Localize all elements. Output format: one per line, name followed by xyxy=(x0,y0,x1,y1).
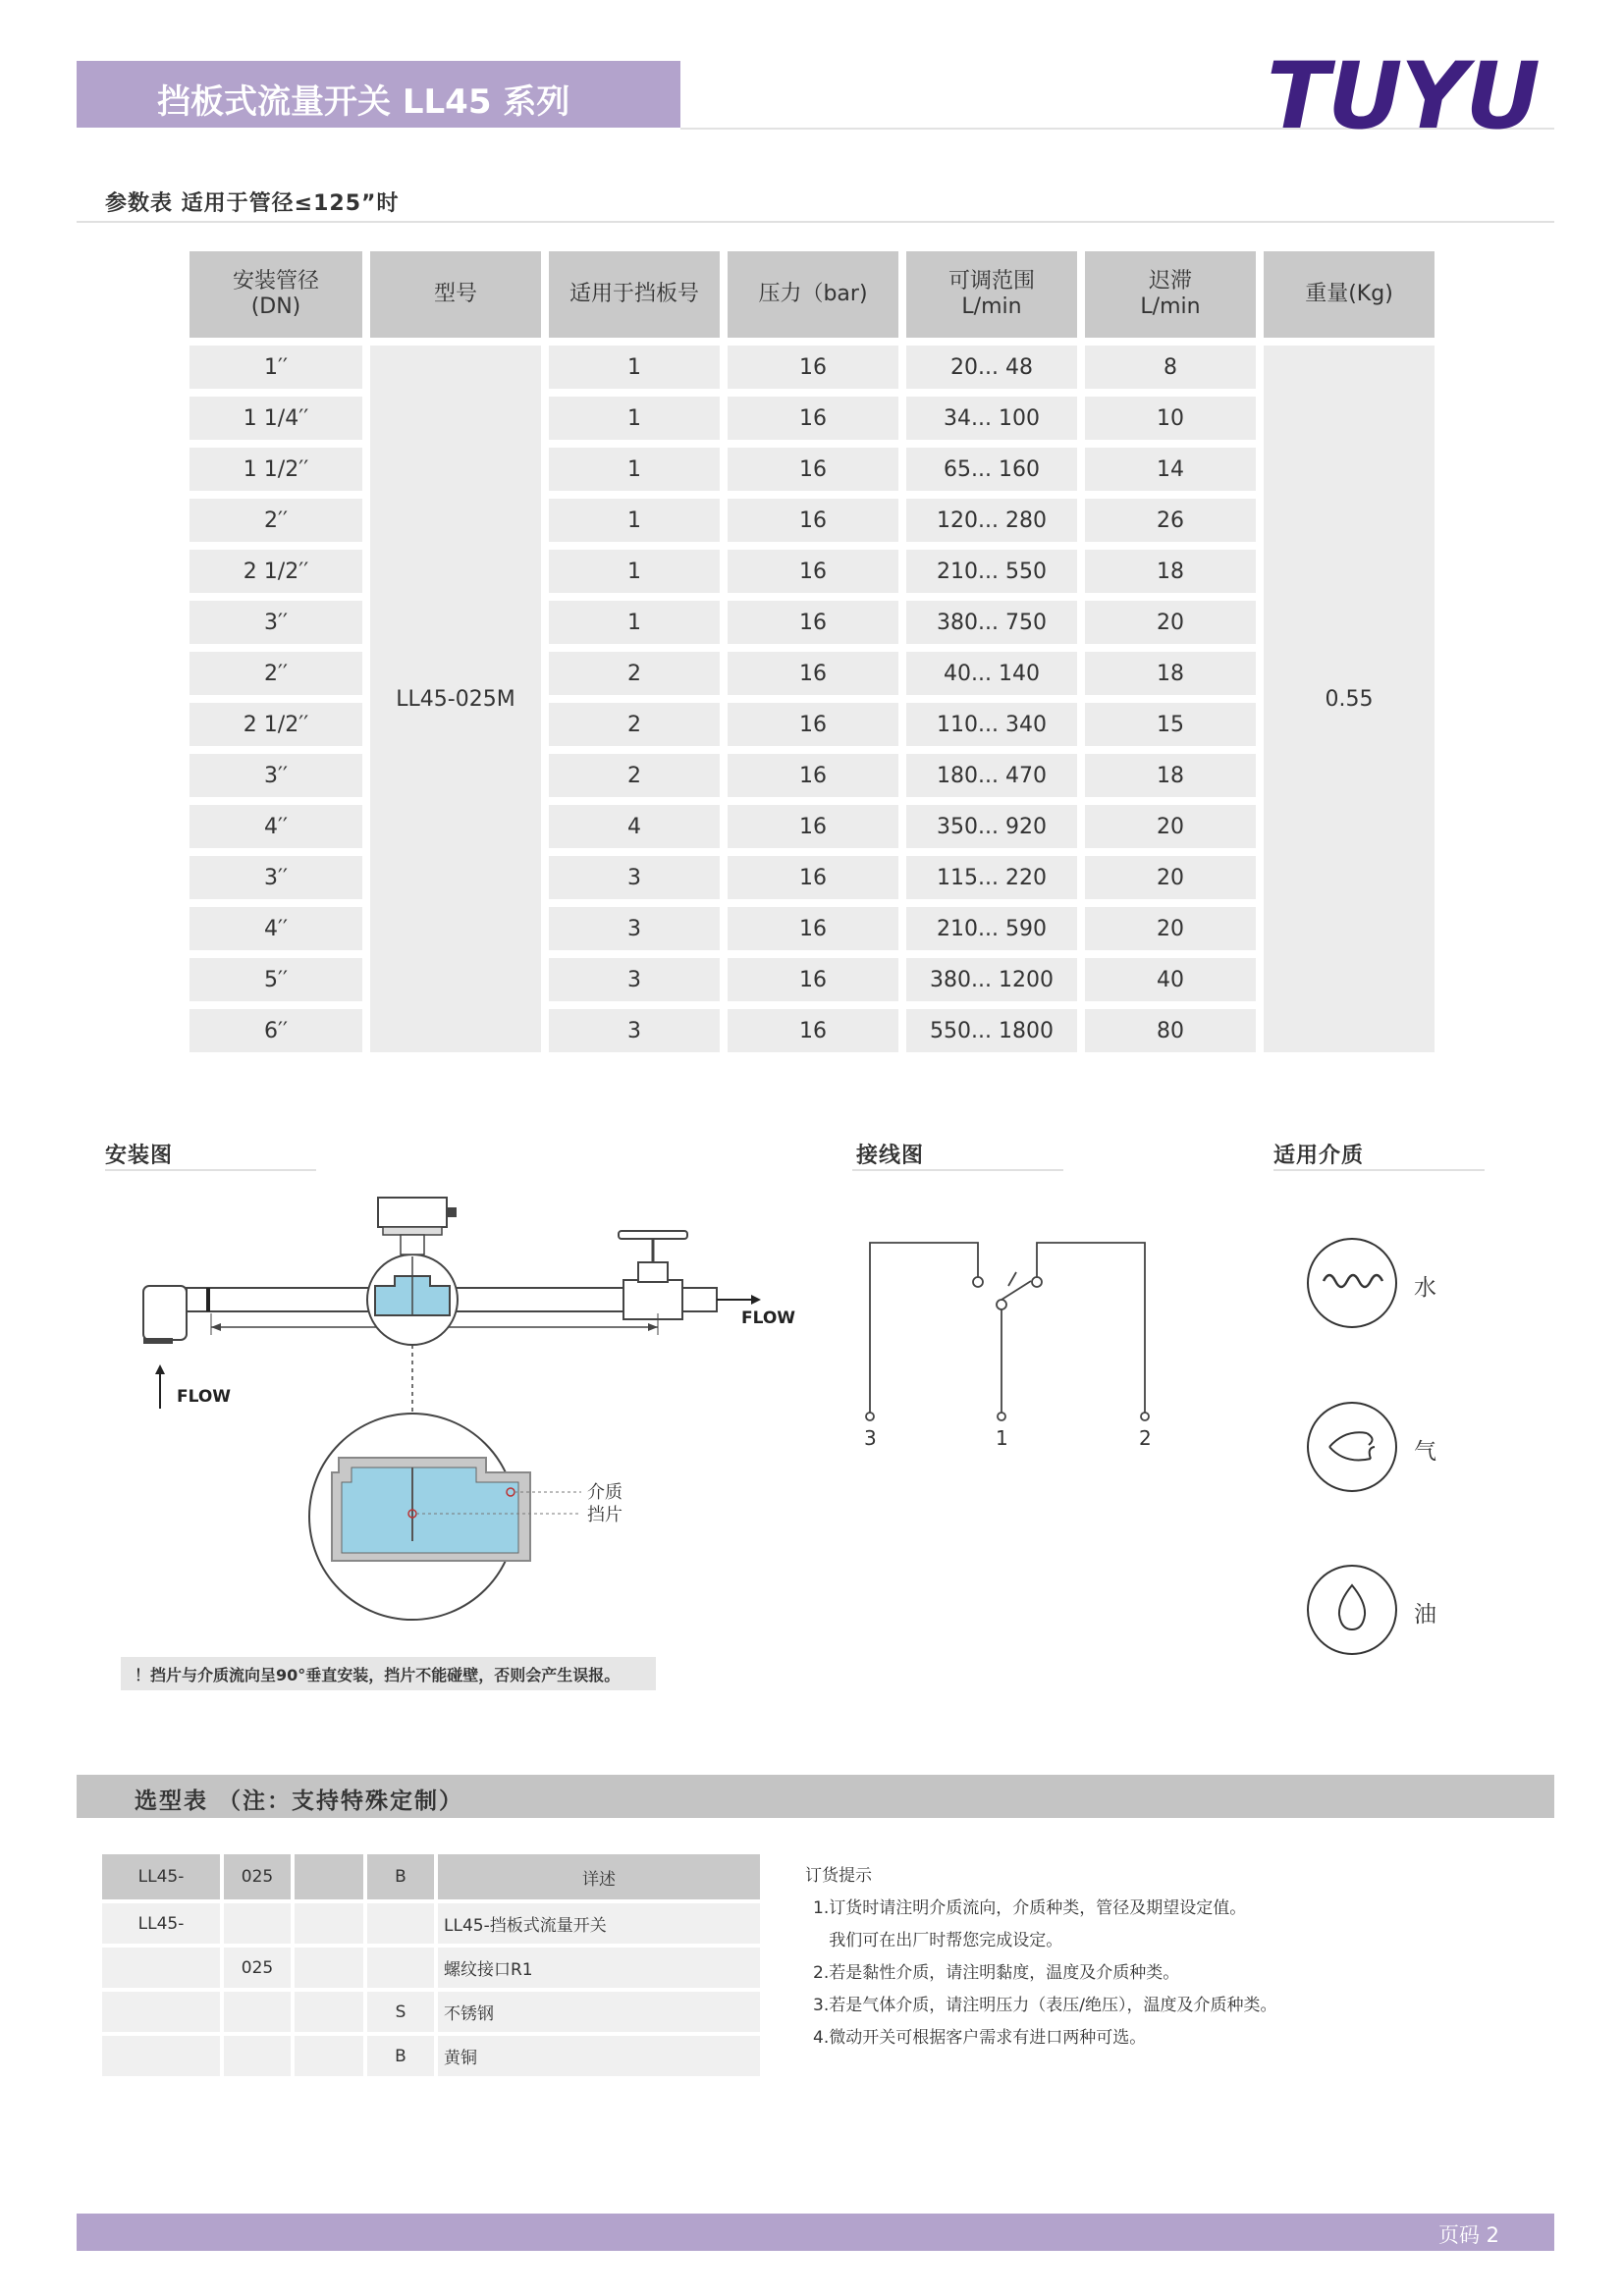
cell-range: 350... 920 xyxy=(906,805,1077,848)
media-label-oil: 油 xyxy=(1414,1602,1436,1628)
selection-cell xyxy=(367,1903,434,1944)
cell-pressure: 16 xyxy=(728,958,898,1001)
selection-cell xyxy=(367,1948,434,1988)
header-weight: 重量(Kg) xyxy=(1264,251,1435,338)
page-number: 页码 2 xyxy=(1438,2223,1500,2247)
cell-pressure: 16 xyxy=(728,499,898,542)
footer-bar xyxy=(77,2214,1554,2251)
header-plate: 适用于挡板号 xyxy=(549,251,720,338)
cell-plate: 3 xyxy=(549,958,720,1001)
order-note-line: 我们可在出厂时帮您完成设定。 xyxy=(813,1931,1063,1950)
selection-cell xyxy=(224,2036,291,2076)
selection-cell xyxy=(295,1948,363,1988)
selection-row xyxy=(102,2036,760,2076)
selection-cell xyxy=(295,1903,363,1944)
cell-plate: 1 xyxy=(549,550,720,593)
order-note-line: 4.微动开关可根据客户需求有进口两种可选。 xyxy=(813,2028,1147,2048)
order-notes xyxy=(805,1860,1276,2055)
cell-dn: 1 1/4′′ xyxy=(189,397,362,440)
cell-dn: 2 1/2′′ xyxy=(189,703,362,746)
selection-title: 选型表 （注：支持特殊定制） xyxy=(135,1789,464,1814)
cell-dn: 4′′ xyxy=(189,907,362,950)
wiring-section-title: 接线图 xyxy=(856,1144,925,1168)
selection-cell: 黄铜 xyxy=(438,2036,760,2076)
cell-range: 115... 220 xyxy=(906,856,1077,899)
cell-dn: 6′′ xyxy=(189,1009,362,1052)
pipe-outlet xyxy=(682,1288,717,1311)
cell-pressure: 16 xyxy=(728,754,898,797)
cell-hyst: 20 xyxy=(1085,805,1256,848)
cell-pressure: 16 xyxy=(728,397,898,440)
selection-cell: 025 xyxy=(224,1948,291,1988)
cell-pressure: 16 xyxy=(728,856,898,899)
inlet-elbow xyxy=(143,1286,187,1340)
terminal-2 xyxy=(1141,1413,1149,1420)
cell-pressure: 16 xyxy=(728,346,898,389)
dimension-arrow-right xyxy=(648,1323,658,1331)
terminal-3-label: 3 xyxy=(864,1426,877,1450)
cell-hyst: 18 xyxy=(1085,652,1256,695)
cell-hyst: 15 xyxy=(1085,703,1256,746)
selection-row xyxy=(102,1903,760,1944)
terminal-1-label: 1 xyxy=(996,1426,1008,1450)
cell-pressure: 16 xyxy=(728,907,898,950)
cell-plate: 1 xyxy=(549,601,720,644)
switch-cable-gland xyxy=(447,1207,457,1217)
cell-hyst: 18 xyxy=(1085,754,1256,797)
header-model: 型号 xyxy=(370,251,541,338)
selection-header-cell: 025 xyxy=(224,1854,291,1899)
media-section-divider xyxy=(1273,1169,1485,1171)
header-pressure: 压力（bar) xyxy=(728,251,898,338)
cell-hyst: 10 xyxy=(1085,397,1256,440)
install-section-title: 安装图 xyxy=(105,1144,174,1168)
medium-label: 介质 xyxy=(587,1482,623,1503)
cell-dn: 3′′ xyxy=(189,601,362,644)
cell-hyst: 20 xyxy=(1085,907,1256,950)
cell-range: 65... 160 xyxy=(906,448,1077,491)
valve-handwheel xyxy=(619,1231,687,1239)
selection-cell: S xyxy=(367,1992,434,2032)
contact-nc xyxy=(973,1277,983,1287)
cell-pressure: 16 xyxy=(728,601,898,644)
contact-no xyxy=(1032,1277,1042,1287)
selection-cell: B xyxy=(367,2036,434,2076)
cell-dn: 2′′ xyxy=(189,652,362,695)
cell-plate: 3 xyxy=(549,856,720,899)
param-section-divider xyxy=(77,221,1554,223)
cell-dn: 5′′ xyxy=(189,958,362,1001)
terminal-3 xyxy=(866,1413,874,1420)
inlet-arrow-head xyxy=(155,1364,165,1374)
cell-plate: 1 xyxy=(549,448,720,491)
cell-dn: 2 1/2′′ xyxy=(189,550,362,593)
outlet-arrow-head xyxy=(751,1295,761,1305)
media-section-title: 适用介质 xyxy=(1273,1144,1365,1168)
cell-range: 180... 470 xyxy=(906,754,1077,797)
valve-bonnet xyxy=(638,1262,668,1282)
header-range: 可调范围 L/min xyxy=(906,251,1077,338)
cell-dn: 1 1/2′′ xyxy=(189,448,362,491)
order-note-line: 2.若是黏性介质，请注明黏度，温度及介质种类。 xyxy=(813,1963,1180,1983)
selection-cell xyxy=(295,1992,363,2032)
cell-pressure: 16 xyxy=(728,805,898,848)
contact-common xyxy=(997,1300,1006,1309)
cell-hyst: 18 xyxy=(1085,550,1256,593)
terminal-2-label: 2 xyxy=(1139,1426,1152,1450)
param-section-title: 参数表 适用于管径≤125”时 xyxy=(105,191,400,216)
inlet-flow-label: FLOW xyxy=(177,1387,232,1407)
cell-plate: 1 xyxy=(549,499,720,542)
order-note-line: 1.订货时请注明介质流向，介质种类，管径及期望设定值。 xyxy=(813,1898,1247,1918)
selection-table xyxy=(98,1850,764,2080)
cell-plate: 2 xyxy=(549,754,720,797)
header-dn: 安装管径 (DN) xyxy=(189,251,362,338)
switch-cover xyxy=(378,1198,447,1227)
wiring-section-divider xyxy=(852,1169,1063,1171)
selection-header-cell: LL45- xyxy=(102,1854,220,1899)
inlet-elbow-base xyxy=(143,1338,173,1344)
selection-row xyxy=(102,1992,760,2032)
cell-range: 210... 590 xyxy=(906,907,1077,950)
cell-range: 110... 340 xyxy=(906,703,1077,746)
switch-blade xyxy=(1001,1281,1031,1300)
selection-cell xyxy=(102,1992,220,2032)
cell-range: 210... 550 xyxy=(906,550,1077,593)
cell-dn: 3′′ xyxy=(189,856,362,899)
page-title: 挡板式流量开关 LL45 系列 xyxy=(157,82,570,122)
cell-hyst: 20 xyxy=(1085,856,1256,899)
gas-icon xyxy=(1308,1403,1396,1491)
cell-pressure: 16 xyxy=(728,1009,898,1052)
pipe-left xyxy=(187,1288,373,1311)
dimension-arrow-left xyxy=(211,1323,221,1331)
cell-hyst: 40 xyxy=(1085,958,1256,1001)
cell-model: LL45-025M xyxy=(370,346,541,1052)
cell-plate: 4 xyxy=(549,805,720,848)
brand-logo: TUYU xyxy=(1267,43,1539,150)
selection-cell: LL45-挡板式流量开关 xyxy=(438,1903,760,1944)
valve-body xyxy=(623,1280,682,1319)
cell-plate: 1 xyxy=(549,397,720,440)
selection-cell: 不锈钢 xyxy=(438,1992,760,2032)
selection-row xyxy=(102,1948,760,1988)
order-note-line: 3.若是气体介质，请注明压力（表压/绝压），温度及介质种类。 xyxy=(813,1996,1277,2015)
parameter-table-header xyxy=(189,251,1435,338)
selection-header-cell: B xyxy=(367,1854,434,1899)
cell-dn: 2′′ xyxy=(189,499,362,542)
cell-range: 380... 1200 xyxy=(906,958,1077,1001)
selection-cell xyxy=(224,1992,291,2032)
water-wave-icon xyxy=(1308,1239,1396,1327)
wire-terminal-2 xyxy=(1037,1243,1145,1414)
cell-dn: 4′′ xyxy=(189,805,362,848)
media-label-water: 水 xyxy=(1414,1275,1436,1301)
cell-pressure: 16 xyxy=(728,703,898,746)
selection-cell xyxy=(102,2036,220,2076)
cell-range: 20... 48 xyxy=(906,346,1077,389)
selection-cell xyxy=(102,1948,220,1988)
cell-pressure: 16 xyxy=(728,652,898,695)
wiring-diagram xyxy=(854,1227,1168,1463)
order-notes-title: 订货提示 xyxy=(805,1866,872,1886)
cell-hyst: 20 xyxy=(1085,601,1256,644)
parameter-row xyxy=(189,346,1435,389)
selection-header-cell: 详述 xyxy=(438,1854,760,1899)
switch-mark xyxy=(1008,1272,1016,1286)
cell-range: 380... 750 xyxy=(906,601,1077,644)
cell-hyst: 26 xyxy=(1085,499,1256,542)
cell-range: 34... 100 xyxy=(906,397,1077,440)
plate-label: 挡片 xyxy=(587,1505,623,1525)
oil-drop-icon xyxy=(1308,1566,1396,1654)
cell-plate: 1 xyxy=(549,346,720,389)
cell-range: 550... 1800 xyxy=(906,1009,1077,1052)
selection-cell xyxy=(224,1903,291,1944)
cell-dn: 1′′ xyxy=(189,346,362,389)
cell-plate: 3 xyxy=(549,1009,720,1052)
cell-pressure: 16 xyxy=(728,448,898,491)
pipe-right xyxy=(452,1288,628,1311)
switch-flange xyxy=(383,1227,442,1235)
install-diagram xyxy=(128,1188,815,1659)
outlet-flow-label: FLOW xyxy=(741,1308,796,1328)
cell-hyst: 14 xyxy=(1085,448,1256,491)
switch-neck xyxy=(401,1235,424,1255)
cell-pressure: 16 xyxy=(728,550,898,593)
cell-plate: 3 xyxy=(549,907,720,950)
cell-hyst: 80 xyxy=(1085,1009,1256,1052)
selection-cell: 螺纹接口R1 xyxy=(438,1948,760,1988)
cell-range: 120... 280 xyxy=(906,499,1077,542)
selection-cell xyxy=(295,2036,363,2076)
cell-weight: 0.55 xyxy=(1264,346,1435,1052)
media-label-gas: 气 xyxy=(1414,1439,1436,1465)
install-section-divider xyxy=(105,1169,316,1171)
selection-header-cell xyxy=(295,1854,363,1899)
parameter-table xyxy=(182,243,1442,1060)
media-icons xyxy=(1306,1237,1404,1659)
cell-plate: 2 xyxy=(549,703,720,746)
terminal-1 xyxy=(998,1413,1005,1420)
cell-range: 40... 140 xyxy=(906,652,1077,695)
selection-table-header xyxy=(102,1854,760,1899)
wire-terminal-3 xyxy=(870,1243,978,1414)
selection-cell: LL45- xyxy=(102,1903,220,1944)
cell-dn: 3′′ xyxy=(189,754,362,797)
header-hysteresis: 迟滞 L/min xyxy=(1085,251,1256,338)
cell-plate: 2 xyxy=(549,652,720,695)
warning-text: ！挡片与介质流向呈90°垂直安装，挡片不能碰壁，否则会产生误报。 xyxy=(135,1666,621,1684)
cell-hyst: 8 xyxy=(1085,346,1256,389)
